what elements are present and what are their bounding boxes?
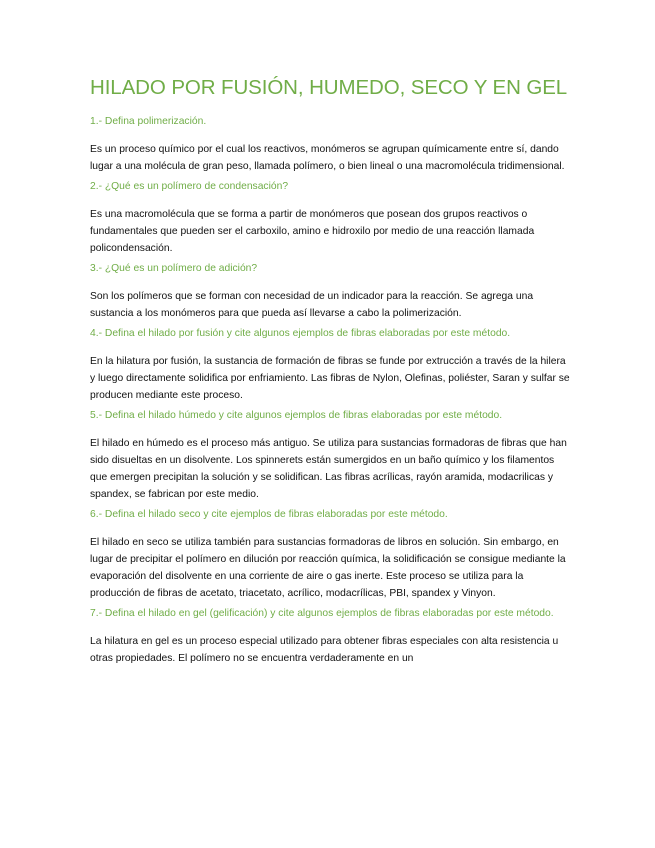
question-2: 2.- ¿Qué es un polímero de condensación?: [90, 181, 289, 192]
question-3: 3.- ¿Qué es un polímero de adición?: [90, 263, 258, 274]
section-6: [90, 507, 570, 602]
section-2: [90, 179, 570, 257]
question-6: 6.- Defina el hilado seco y cite ejemplos de fibras elaboradas por este método.: [90, 509, 448, 520]
section-3: [90, 261, 570, 322]
answer-3: Son los polímeros que se forman con necesidad de un indicador para la reacción. Se agrega una sustancia a los monómeros para que pueda así llevarse a cabo la polimerización.: [90, 291, 534, 319]
answer-4: En la hilatura por fusión, la sustancia de formación de fibras se funde por extrucción a través de la hilera y luego directamente solidifica por enfriamiento. Las fibras de Nylon, Olefinas, poliéster, Saran y sulfar se producen mediante este proceso.: [90, 356, 570, 401]
section-5: [90, 408, 570, 503]
section-7: [90, 606, 570, 667]
answer-1: Es un proceso químico por el cual los reactivos, monómeros se agrupan químicamente entre sí, dando lugar a una molécula de gran peso, llamada polímero, o bien lineal o una macromolécula tridimensional.: [90, 144, 565, 172]
answer-7: La hilatura en gel es un proceso especial utilizado para obtener fibras especiales con alta resistencia u otras propiedades. El polímero no se encuentra verdaderamente en un: [90, 636, 559, 664]
answer-6: El hilado en seco se utiliza también para sustancias formadoras de libros en solución. Sin embargo, en lugar de precipitar el polímero en dilución por reacción química, la solidificación se consigue mediante la evaporación del disolvente en una corriente de aire o gas inerte. Este proceso se utiliza para la producción de fibras de acetato, triacetato, acrílico, modacrílicas, PBI, spandex y Vinyon.: [90, 537, 566, 599]
question-1: 1.- Defina polimerización.: [90, 116, 207, 127]
answer-5: El hilado en húmedo es el proceso más antiguo. Se utiliza para sustancias formadoras de fibras que han sido disueltas en un disolvente. Los spinnerets están sumergidos en un baño químico y los filamentos que emergen precipitan la solución y se solidifican. Las fibras acrílicas, rayón aramida, modacrilicas y spandex, se fabrican por este medio.: [90, 438, 567, 500]
document-body: [90, 76, 570, 671]
question-5: 5.- Defina el hilado húmedo y cite algunos ejemplos de fibras elaboradas por este método.: [90, 410, 503, 421]
section-4: [90, 326, 570, 404]
answer-2: Es una macromolécula que se forma a partir de monómeros que posean dos grupos reactivos o fundamentales que pueden ser el carboxilo, amino e hidroxilo por medio de una reacción llamada policondensación.: [90, 209, 535, 254]
question-7: 7.- Defina el hilado en gel (gelificación) y cite algunos ejemplos de fibras elaboradas por este método.: [90, 608, 554, 619]
section-1: [90, 114, 570, 175]
question-4: 4.- Defina el hilado por fusión y cite algunos ejemplos de fibras elaboradas por este método.: [90, 328, 511, 339]
document-title: HILADO POR FUSIÓN, HUMEDO, SECO Y EN GEL: [90, 76, 568, 99]
